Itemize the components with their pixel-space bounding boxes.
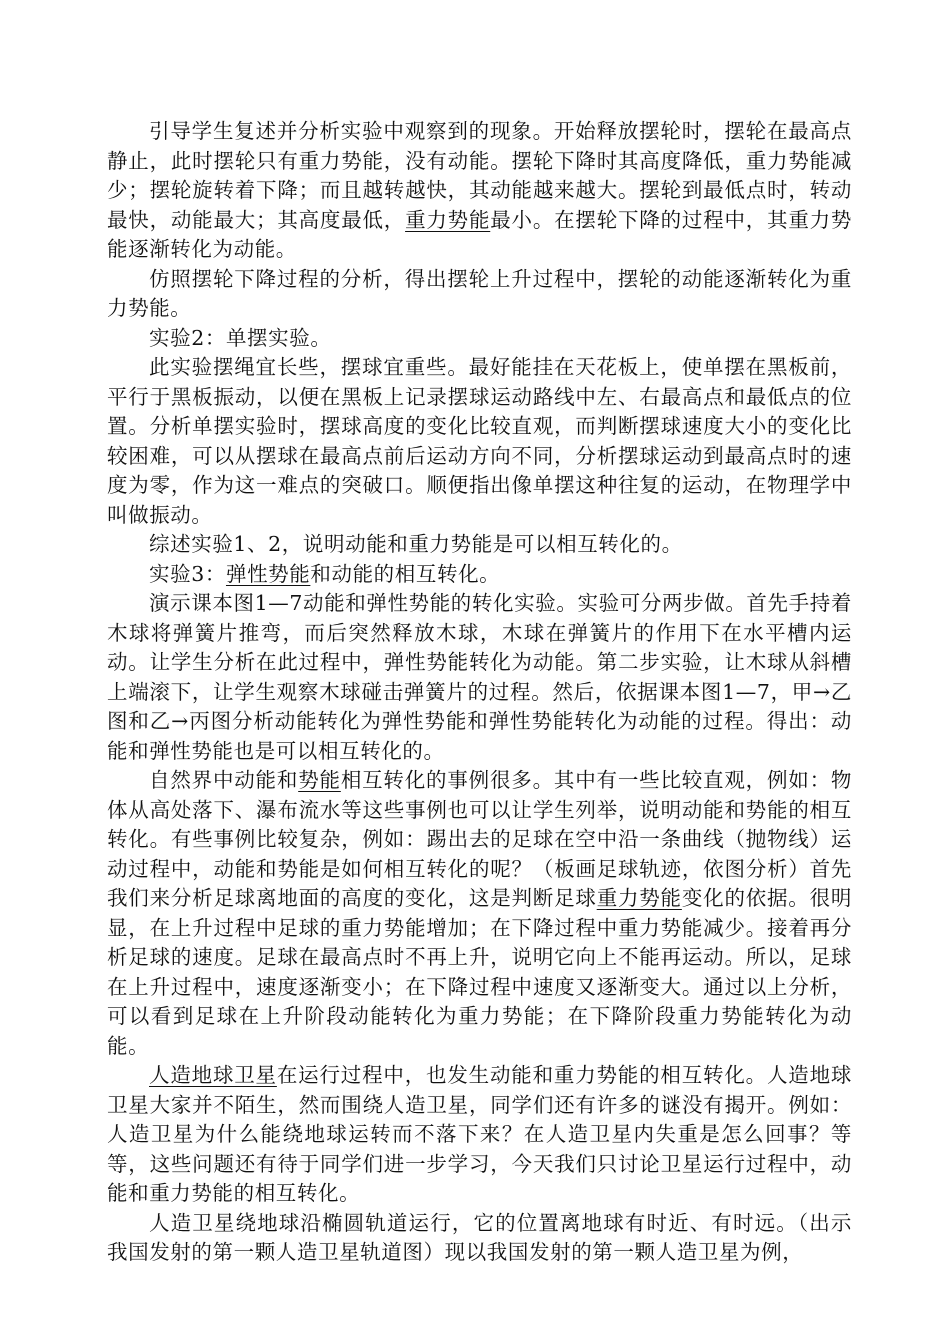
text-run: 演示课本图1—7动能和弹性势能的转化实验。实验可分两步做。首先手持着木球将弹簧片推弯，而后突然释放木球，木球在弹簧片的作用下在水平槽内运动。让学生分析在此过程中，弹性势能转化为动能。第二步实验，让木球从斜槽上端滚下，让学生观察木球碰击弹簧片的过程。然后，依据课本图1—7，甲→乙图和乙→丙图分析动能转化为弹性势能和弹性势能转化为动能的过程。得出：动能和弹性势能也是可以相互转化的。 xyxy=(107,591,852,763)
underlined-term: 人造地球卫星 xyxy=(149,1063,277,1087)
paragraph xyxy=(107,265,852,324)
text-run: 综述实验1、2，说明动能和重力势能是可以相互转化的。 xyxy=(149,532,683,556)
text-run: 引导学生复述并分析实验中观察到的现象。开始释放摆轮时，摆轮在最高点静止，此时摆轮只有重力势能，没有动能。摆轮下降时其高度降低，重力势能减少；摆轮旋转着下降；而且越转越快，其动能越来越大。摆轮到最低点时，转动最快，动能最大；其高度最低， xyxy=(107,119,852,232)
paragraph xyxy=(107,589,852,766)
text-run: 最小。在摆轮下降的过程中，其重力势能逐渐转化为动能。 xyxy=(107,207,853,261)
document-body xyxy=(107,117,852,1268)
text-run: 此实验摆绳宜长些，摆球宜重些。最好能挂在天花板上，使单摆在黑板前，平行于黑板振动，以便在黑板上记录摆球运动路线中左、右最高点和最低点的位置。分析单摆实验时，摆球高度的变化比较直观，而判断摆球速度大小的变化比较困难，可以从摆球在最高点前后运动方向不同，分析摆球运动到最高点时的速度为零，作为这一难点的突破口。顺便指出像单摆这种往复的运动，在物理学中叫做振动。 xyxy=(107,355,852,527)
underlined-term: 势能 xyxy=(298,768,341,792)
text-run: 实验2：单摆实验。 xyxy=(149,325,332,350)
paragraph xyxy=(107,530,852,560)
text-run: 自然界中动能和 xyxy=(149,768,299,792)
text-run: 和动能的相互转化。 xyxy=(310,561,501,586)
underlined-term: 重力势能 xyxy=(596,886,682,910)
paragraph xyxy=(107,117,852,265)
paragraph xyxy=(107,324,852,354)
paragraph xyxy=(107,1061,852,1209)
paragraph xyxy=(107,353,852,530)
text-run: 变化的依据。很明显，在上升过程中足球的重力势能增加；在下降过程中重力势能减少。接着再分析足球的速度。足球在最高点时不再上升，说明它向上不能再运动。所以，足球在上升过程中，速度逐渐变小；在下降过程中速度又逐渐变大。通过以上分析，可以看到足球在上升阶段动能转化为重力势能；在下降阶段重力势能转化为动能。 xyxy=(107,886,852,1058)
text-run: 人造卫星绕地球沿椭圆轨道运行，它的位置离地球有时近、有时远。（出示我国发射的第一颗人造卫星轨道图）现以我国发射的第一颗人造卫星为例， xyxy=(107,1210,852,1264)
text-run: 相互转化的事例很多。其中有一些比较直观，例如：物体从高处落下、瀑布流水等这些事例也可以让学生列举，说明动能和势能的相互转化。有些事例比较复杂，例如：踢出去的足球在空中沿一条曲线（抛物线）运动过程中，动能和势能是如何相互转化的呢？（板画足球轨迹，依图分析）首先我们来分析足球离地面的高度的变化，这是判断足球 xyxy=(107,768,853,910)
paragraph xyxy=(107,766,852,1061)
paragraph xyxy=(107,560,852,590)
paragraph xyxy=(107,1209,852,1268)
text-run: 在运行过程中，也发生动能和重力势能的相互转化。人造地球卫星大家并不陌生，然而围绕人造卫星，同学们还有许多的谜没有揭开。例如：人造卫星为什么能绕地球运转而不落下来？在人造卫星内失重是怎么回事？等等，这些问题还有待于同学们进一步学习，今天我们只讨论卫星运行过程中，动能和重力势能的相互转化。 xyxy=(107,1063,852,1205)
text-run: 实验3： xyxy=(149,561,226,586)
underlined-term: 弹性势能 xyxy=(225,561,311,586)
text-run: 仿照摆轮下降过程的分析，得出摆轮上升过程中，摆轮的动能逐渐转化为重力势能。 xyxy=(107,266,852,320)
underlined-term: 重力势能 xyxy=(405,207,491,232)
